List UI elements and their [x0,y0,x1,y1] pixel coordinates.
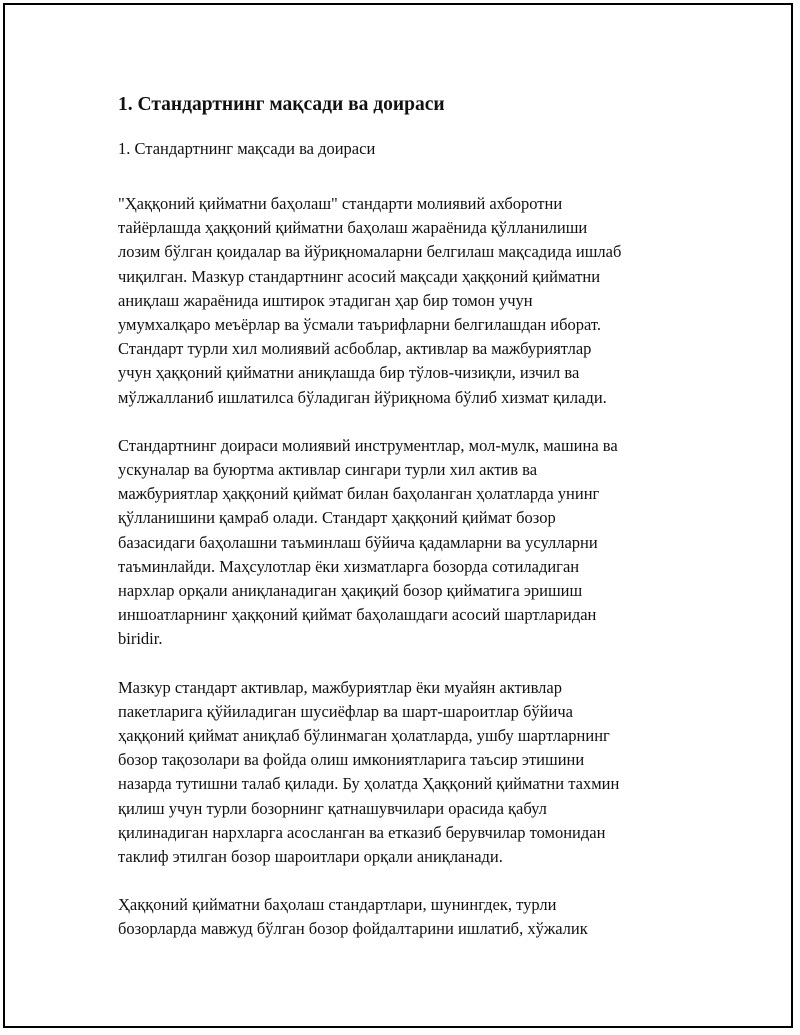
text-line: иншоатларнинг ҳаққоний қиймат баҳолашдаги асосий шартларидан [118,605,597,625]
text-line: бозор тақозолари ва фойда олиш имкониятларига таъсир этишини [118,750,585,770]
text-line: назарда тутишни талаб қилади. Бу ҳолатда Ҳаққоний қийматни тахмин [118,774,620,794]
text-line: Мазкур стандарт активлар, мажбуриятлар ёки муайян активлар [118,677,562,697]
text-line: тайёрлашда ҳаққоний қийматни баҳолаш жараёнида қўлланилиши [118,218,588,238]
paragraph-conditions [118,676,688,870]
text-line: аниқлаш жараёнида иштирок этадиган ҳар бир томон учун [118,290,533,310]
text-line: таъминлайди. Маҳсулотлар ёки хизматларга бозорда сотиладиган [118,556,580,576]
text-line: бозорларда мавжуд бўлган бозор фойдалтарини ишлатиб, хўжалик [118,919,588,939]
paragraph-standards [118,893,688,941]
text-line: мажбуриятлар ҳаққоний қиймат билан баҳоланган ҳолатларда унинг [118,484,600,504]
text-line: қилинадиган нархларга асосланган ва етказиб берувчилар томонидан [118,822,606,842]
text-line: мўлжалланиб ишлатилса бўладиган йўриқнома бўлиб хизмат қилади. [118,387,607,407]
text-line: Ҳаққоний қийматни баҳолаш стандартлари, шунингдек, турли [118,895,557,915]
text-line: Стандартнинг доираси молиявий инструментлар, мол-мулк, машина ва [118,435,618,455]
text-line: таклиф этилган бозор шароитлари орқали аниқланади. [118,847,503,867]
text-line: қўлланишини қамраб олади. Стандарт ҳаққоний қиймат бозор [118,508,556,528]
text-line: лозим бўлган қоидалар ва йўриқномаларни белгилаш мақсадида ишлаб [118,242,622,262]
text-line: учун ҳаққоний қийматни аниқлашда бир тўлов-чизиқли, изчил ва [118,363,580,383]
text-line: нархлар орқали аниқланадиган ҳақиқий бозор қийматига эришиш [118,581,583,601]
text-line: biridir. [118,629,163,649]
document-body [118,92,688,966]
text-line: пакетларига қўйиладиган шусиёфлар ва шарт-шароитлар бўйича [118,701,573,721]
paragraph-scope [118,434,688,652]
section-heading: 1. Стандартнинг мақсади ва доираси [118,94,445,115]
text-line: ускуналар ва буюртма активлар сингари турли хил актив ва [118,460,538,480]
text-line: умумхалқаро меъёрлар ва ўсмали таърифларни белгилашдан иборат. [118,315,602,335]
text-line: ҳаққоний қиймат аниқлаб бўлинмаган ҳолатларда, ушбу шартларнинг [118,726,610,746]
text-line: чиқилган. Мазкур стандартнинг асосий мақсади ҳаққоний қийматни [118,266,601,286]
text-line: қилиш учун турли бозорнинг қатнашувчилари орасида қабул [118,798,547,818]
text-line: "Ҳаққоний қийматни баҳолаш" стандарти молиявий ахборотни [118,194,563,213]
text-line: базасидаги баҳолашни таъминлаш бўйича қадамларни ва усулларни [118,532,598,552]
text-line: Стандарт турли хил молиявий асбоблар, активлар ва мажбуриятлар [118,339,592,359]
section-subheading: 1. Стандартнинг мақсади ва доираси [118,139,376,158]
paragraph-purpose [118,192,688,410]
